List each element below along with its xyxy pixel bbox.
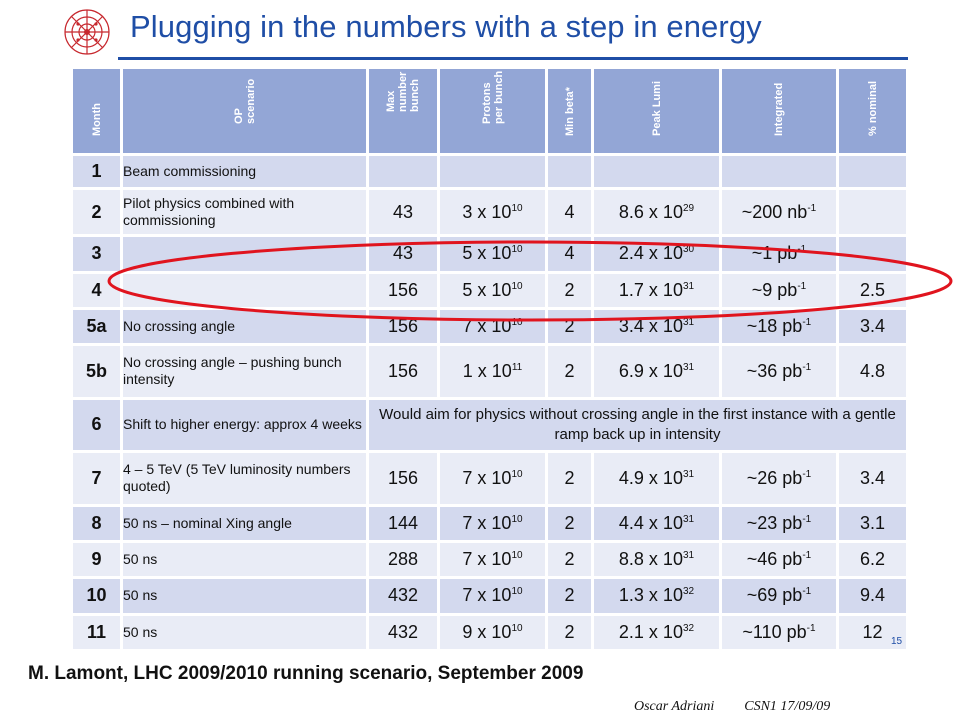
integrated-cell: ~23 $pb^{-1}$ <box>721 505 838 541</box>
month-cell: 5b <box>72 345 122 398</box>
header-min-beta: Min beta* <box>547 68 593 155</box>
month-cell: 11 <box>72 614 122 650</box>
integrated-cell: ~26 $pb^{-1}$ <box>721 452 838 505</box>
header-peak-lumi: Peak Lumi <box>593 68 721 155</box>
nominal-cell: 2.5 <box>838 272 908 308</box>
protons-cell <box>439 155 547 189</box>
integrated-cell: ~46 $pb^{-1}$ <box>721 541 838 577</box>
peak-lumi-cell: 2.4 x $10^{30}$ <box>593 236 721 272</box>
scenario-cell <box>122 272 368 308</box>
peak-lumi-cell: 6.9 x $10^{31}$ <box>593 345 721 398</box>
max-bunch-cell: 432 <box>368 578 439 614</box>
min-beta-cell: 2 <box>547 541 593 577</box>
integrated-cell: ~9 $pb^{-1}$ <box>721 272 838 308</box>
footer <box>634 699 830 715</box>
min-beta-cell: 4 <box>547 189 593 236</box>
max-bunch-cell: 144 <box>368 505 439 541</box>
scenario-cell: 50 ns <box>122 578 368 614</box>
scenario-cell: Beam commissioning <box>122 155 368 189</box>
protons-cell: 7 x $10^{10}$ <box>439 578 547 614</box>
nominal-cell: 12 <box>838 614 908 650</box>
nominal-cell: 9.4 <box>838 578 908 614</box>
citation: M. Lamont, LHC 2009/2010 running scenario, September 2009 <box>28 663 584 684</box>
month-cell: 1 <box>72 155 122 189</box>
max-bunch-cell: 156 <box>368 452 439 505</box>
table-row <box>72 236 908 272</box>
protons-cell: 1 x $10^{11}$ <box>439 345 547 398</box>
table-row <box>72 345 908 398</box>
month-cell: 9 <box>72 541 122 577</box>
nominal-cell <box>838 189 908 236</box>
table-row <box>72 505 908 541</box>
footer-event: CSN1 17/09/09 <box>744 699 831 714</box>
table-row <box>72 398 908 451</box>
table-row <box>72 614 908 650</box>
month-cell: 8 <box>72 505 122 541</box>
min-beta-cell: 2 <box>547 272 593 308</box>
max-bunch-cell: 43 <box>368 236 439 272</box>
scenario-cell: No crossing angle – pushing bunch intensity <box>122 345 368 398</box>
nominal-cell: 3.4 <box>838 308 908 344</box>
nominal-cell: 3.1 <box>838 505 908 541</box>
slide-number: 15 <box>891 636 903 647</box>
scenario-cell <box>122 236 368 272</box>
peak-lumi-cell: 8.6 x $10^{29}$ <box>593 189 721 236</box>
footer-author: Oscar Adriani <box>634 699 715 714</box>
nominal-cell: 3.4 <box>838 452 908 505</box>
month-cell: 7 <box>72 452 122 505</box>
table-header-row <box>72 68 908 155</box>
table-row <box>72 578 908 614</box>
scenario-cell: Shift to higher energy: approx 4 weeks <box>122 398 368 451</box>
nominal-cell <box>838 236 908 272</box>
slide-title: Plugging in the numbers with a step in energy <box>130 9 762 44</box>
min-beta-cell: 2 <box>547 345 593 398</box>
scenario-cell: 50 ns <box>122 614 368 650</box>
peak-lumi-cell <box>593 155 721 189</box>
scenario-cell: 50 ns – nominal Xing angle <box>122 505 368 541</box>
integrated-cell: ~1 $pb^{-1}$ <box>721 236 838 272</box>
header-month: Month <box>72 68 122 155</box>
protons-cell: 5 x $10^{10}$ <box>439 236 547 272</box>
max-bunch-cell: 432 <box>368 614 439 650</box>
peak-lumi-cell: 4.9 x $10^{31}$ <box>593 452 721 505</box>
table-row <box>72 308 908 344</box>
max-bunch-cell: 156 <box>368 308 439 344</box>
integrated-cell: ~36 $pb^{-1}$ <box>721 345 838 398</box>
header-max-bunch: Max number bunch <box>368 68 439 155</box>
month-cell: 4 <box>72 272 122 308</box>
protons-cell: 5 x $10^{10}$ <box>439 272 547 308</box>
protons-cell: 7 x $10^{10}$ <box>439 308 547 344</box>
protons-cell: 3 x $10^{10}$ <box>439 189 547 236</box>
table-row <box>72 541 908 577</box>
protons-cell: 7 x $10^{10}$ <box>439 505 547 541</box>
peak-lumi-cell: 4.4 x $10^{31}$ <box>593 505 721 541</box>
min-beta-cell: 2 <box>547 452 593 505</box>
header-protons: Protons per bunch <box>439 68 547 155</box>
peak-lumi-cell: 2.1 x $10^{32}$ <box>593 614 721 650</box>
integrated-cell <box>721 155 838 189</box>
month-cell: 6 <box>72 398 122 451</box>
min-beta-cell <box>547 155 593 189</box>
max-bunch-cell: 156 <box>368 272 439 308</box>
table-row <box>72 452 908 505</box>
protons-cell: 7 x $10^{10}$ <box>439 452 547 505</box>
max-bunch-cell <box>368 155 439 189</box>
table-row <box>72 189 908 236</box>
nominal-cell: 4.8 <box>838 345 908 398</box>
table-row <box>72 272 908 308</box>
header-integrated: Integrated <box>721 68 838 155</box>
scenario-table <box>70 66 909 652</box>
nominal-cell <box>838 155 908 189</box>
max-bunch-cell: 43 <box>368 189 439 236</box>
note-cell: Would aim for physics without crossing angle in the first instance with a gentle ramp back up in intensity <box>368 398 908 451</box>
min-beta-cell: 2 <box>547 308 593 344</box>
table-row <box>72 155 908 189</box>
title-underline <box>118 57 908 60</box>
month-cell: 3 <box>72 236 122 272</box>
scenario-cell: 50 ns <box>122 541 368 577</box>
min-beta-cell: 2 <box>547 614 593 650</box>
peak-lumi-cell: 3.4 x $10^{31}$ <box>593 308 721 344</box>
peak-lumi-cell: 8.8 x $10^{31}$ <box>593 541 721 577</box>
header-nominal: % nominal <box>838 68 908 155</box>
max-bunch-cell: 288 <box>368 541 439 577</box>
protons-cell: 9 x $10^{10}$ <box>439 614 547 650</box>
min-beta-cell: 2 <box>547 578 593 614</box>
integrated-cell: ~110 $pb^{-1}$ <box>721 614 838 650</box>
peak-lumi-cell: 1.3 x $10^{32}$ <box>593 578 721 614</box>
integrated-cell: ~69 $pb^{-1}$ <box>721 578 838 614</box>
scenario-cell: Pilot physics combined with commissioning <box>122 189 368 236</box>
protons-cell: 7 x $10^{10}$ <box>439 541 547 577</box>
scenario-cell: No crossing angle <box>122 308 368 344</box>
infn-logo-icon <box>52 4 122 60</box>
month-cell: 2 <box>72 189 122 236</box>
peak-lumi-cell: 1.7 x $10^{31}$ <box>593 272 721 308</box>
integrated-cell: ~200 $nb^{-1}$ <box>721 189 838 236</box>
header-scenario: OP scenario <box>122 68 368 155</box>
scenario-cell: 4 – 5 TeV (5 TeV luminosity numbers quoted) <box>122 452 368 505</box>
min-beta-cell: 4 <box>547 236 593 272</box>
month-cell: 10 <box>72 578 122 614</box>
month-cell: 5a <box>72 308 122 344</box>
nominal-cell: 6.2 <box>838 541 908 577</box>
max-bunch-cell: 156 <box>368 345 439 398</box>
min-beta-cell: 2 <box>547 505 593 541</box>
integrated-cell: ~18 $pb^{-1}$ <box>721 308 838 344</box>
